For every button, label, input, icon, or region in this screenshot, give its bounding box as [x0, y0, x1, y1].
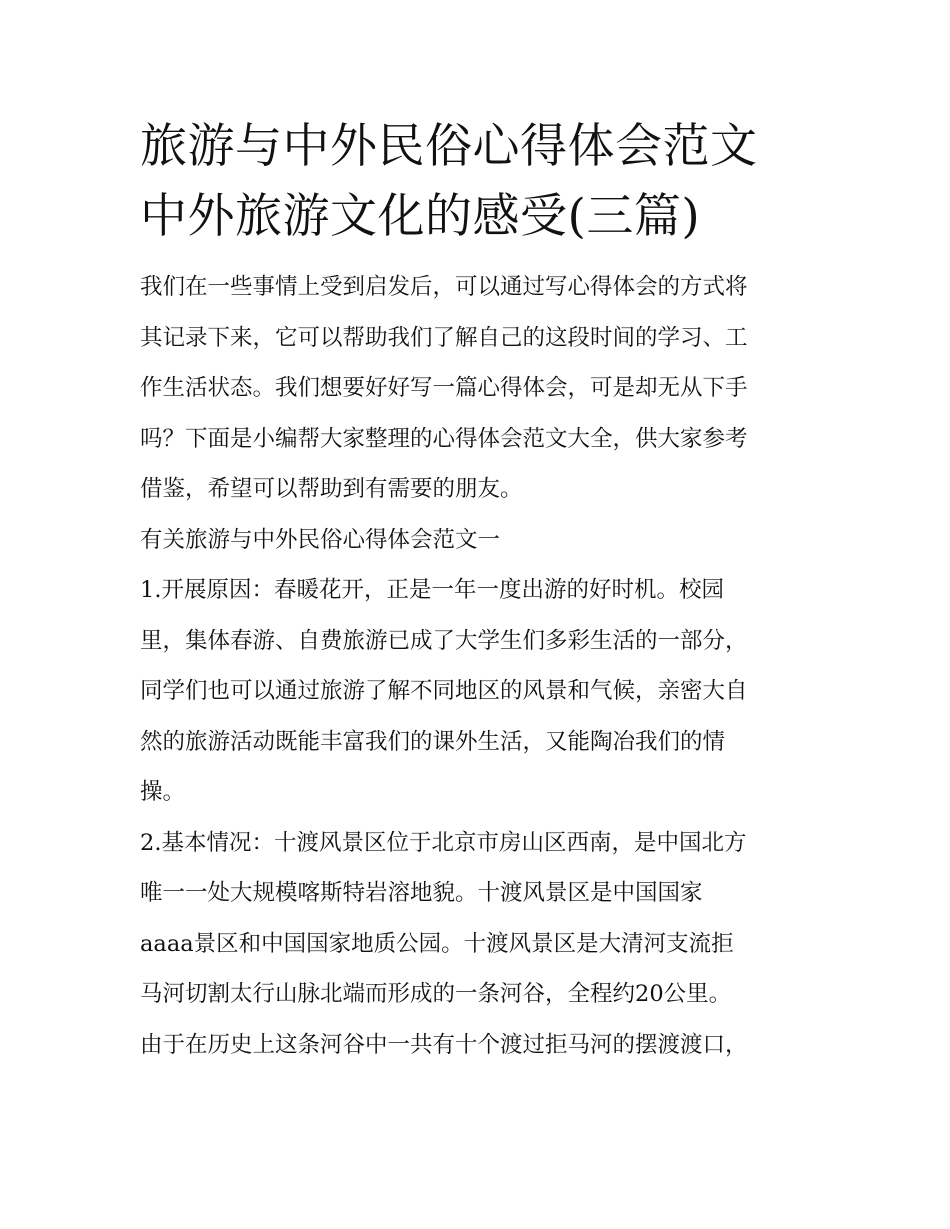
body-line: 同学们也可以通过旅游了解不同地区的风景和气候，亲密大自	[140, 678, 748, 704]
body-line: 2.基本情况：十渡风景区位于北京市房山区西南，是中国北方	[140, 829, 747, 856]
section-heading: 有关旅游与中外民俗心得体会范文一	[140, 526, 501, 553]
body-line: 我们在一些事情上受到启发后，可以通过写心得体会的方式将	[140, 274, 748, 300]
body-line: 其记录下来，它可以帮助我们了解自己的这段时间的学习、工	[140, 324, 748, 351]
document-content	[140, 112, 820, 1070]
body-line: 然的旅游活动既能丰富我们的课外生活，又能陶冶我们的情	[140, 728, 726, 755]
body-line: 借鉴，希望可以帮助到有需要的朋友。	[140, 476, 523, 502]
body-line: 马河切割太行山脉北端而形成的一条河谷，全程约20公里。	[140, 981, 732, 1007]
body-line: 作生活状态。我们想要好好写一篇心得体会，可是却无从下手	[140, 375, 748, 401]
title-line-1: 旅游与中外民俗心得体会范文	[140, 119, 758, 174]
body-line: aaaa景区和中国国家地质公园。十渡风景区是大清河支流拒	[140, 930, 734, 957]
body-line: 由于在历史上这条河谷中一共有十个渡过拒马河的摆渡渡口，	[140, 1031, 748, 1058]
body-line: 1.开展原因：春暖花开，正是一年一度出游的好时机。校园	[140, 577, 724, 603]
document-body	[140, 262, 820, 1070]
title-line-2: 中外旅游文化的感受(三篇)	[140, 189, 701, 244]
document-title	[140, 112, 820, 252]
body-line: 操。	[140, 779, 186, 805]
body-line: 吗？下面是小编帮大家整理的心得体会范文大全，供大家参考	[140, 425, 748, 452]
body-line: 唯一一处大规模喀斯特岩溶地貌。十渡风景区是中国国家	[140, 880, 703, 906]
body-line: 里，集体春游、自费旅游已成了大学生们多彩生活的一部分，	[140, 627, 748, 654]
